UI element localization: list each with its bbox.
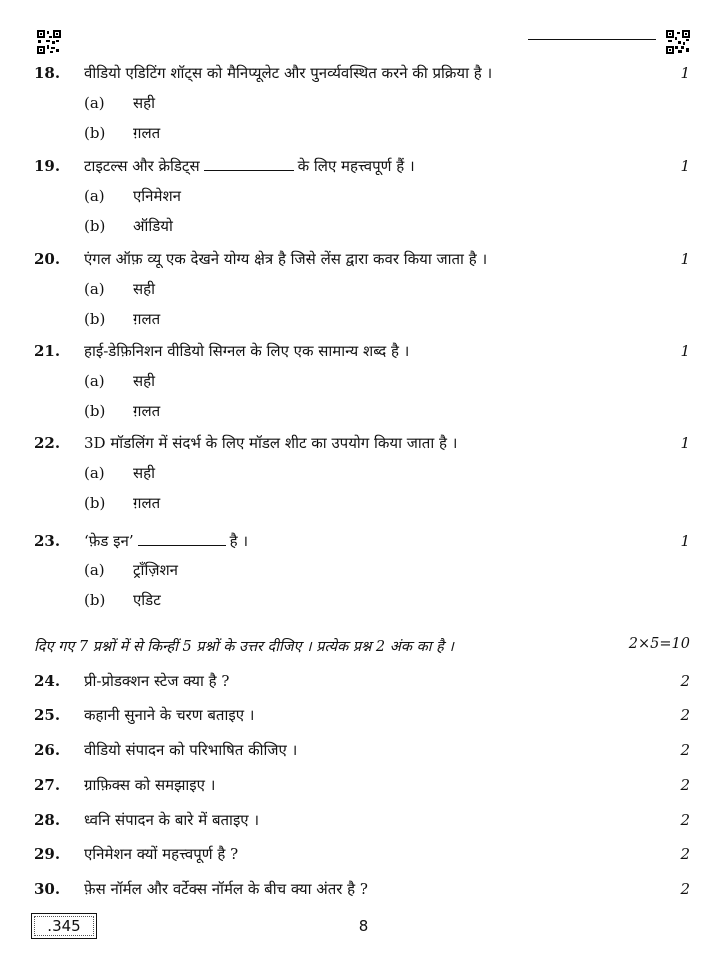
question-marks: 2 bbox=[680, 776, 690, 794]
option-label: (a) bbox=[84, 187, 105, 205]
option-text: ट्राँज़िशन bbox=[133, 561, 178, 579]
question-number: 28. bbox=[34, 811, 61, 829]
question-number: 23. bbox=[34, 532, 61, 550]
section-marks: 2×5=10 bbox=[628, 636, 690, 652]
question-number: 20. bbox=[34, 250, 61, 268]
option-text: ग़लत bbox=[133, 310, 161, 328]
question-number: 27. bbox=[34, 776, 61, 794]
question-number: 30. bbox=[34, 880, 61, 898]
question-text: ग्राफ़िक्स को समझाइए । bbox=[84, 776, 216, 794]
question-text: वीडियो एडिटिंग शॉट्स को मैनिप्यूलेट और पुनर्व्यवस्थित करने की प्रक्रिया है । bbox=[84, 64, 493, 82]
option-label: (a) bbox=[84, 94, 105, 112]
question-text: हाई-डेफ़िनिशन वीडियो सिग्नल के लिए एक सामान्य शब्द है । bbox=[84, 342, 410, 360]
question-text-before: टाइटल्स और क्रेडिट्स bbox=[84, 157, 200, 175]
option-text: सही bbox=[133, 464, 155, 482]
question-marks: 1 bbox=[680, 342, 690, 360]
question-text: 3D मॉडलिंग में संदर्भ के लिए मॉडल शीट का उपयोग किया जाता है । bbox=[84, 434, 458, 452]
question-marks: 1 bbox=[680, 250, 690, 268]
question-number: 29. bbox=[34, 845, 61, 863]
option-text: ग़लत bbox=[133, 494, 161, 512]
question-text: प्री-प्रोडक्शन स्टेज क्या है ? bbox=[84, 672, 230, 690]
question-number: 22. bbox=[34, 434, 61, 452]
section-instruction: दिए गए 7 प्रश्नों में से किन्हीं 5 प्रश्नों के उत्तर दीजिए । प्रत्येक प्रश्न 2 अंक का है । bbox=[34, 639, 454, 655]
question-text: ध्वनि संपादन के बारे में बताइए । bbox=[84, 811, 260, 829]
question-marks: 2 bbox=[680, 880, 690, 898]
question-text: एनिमेशन क्यों महत्त्वपूर्ण है ? bbox=[84, 845, 239, 863]
paper-code: .345 bbox=[47, 917, 81, 935]
question-number: 18. bbox=[34, 64, 61, 82]
option-text: एनिमेशन bbox=[133, 187, 182, 205]
fill-in-blank bbox=[138, 545, 226, 546]
page-number: 8 bbox=[358, 917, 369, 935]
question-text-after: के लिए महत्त्वपूर्ण हैं । bbox=[297, 157, 415, 175]
question-marks: 2 bbox=[680, 706, 690, 724]
roll-number-line bbox=[528, 39, 656, 40]
qr-code-icon bbox=[37, 30, 61, 54]
option-text: सही bbox=[133, 372, 155, 390]
question-text: फ़ेस नॉर्मल और वर्टेक्स नॉर्मल के बीच क्या अंतर है ? bbox=[84, 880, 368, 898]
option-label: (a) bbox=[84, 372, 105, 390]
option-label: (b) bbox=[84, 217, 106, 235]
question-number: 26. bbox=[34, 741, 61, 759]
option-label: (b) bbox=[84, 591, 106, 609]
option-label: (b) bbox=[84, 124, 106, 142]
question-marks: 1 bbox=[680, 532, 690, 550]
question-text-before: ‘फ़ेड इन’ bbox=[84, 532, 134, 550]
option-label: (a) bbox=[84, 561, 105, 579]
question-marks: 2 bbox=[680, 741, 690, 759]
question-marks: 1 bbox=[680, 64, 690, 82]
option-label: (a) bbox=[84, 464, 105, 482]
question-text: एंगल ऑफ़ व्यू एक देखने योग्य क्षेत्र है जिसे लेंस द्वारा कवर किया जाता है । bbox=[84, 250, 488, 268]
question-number: 25. bbox=[34, 706, 61, 724]
option-text: ऑडियो bbox=[133, 217, 173, 235]
question-text bbox=[84, 531, 248, 551]
option-label: (b) bbox=[84, 494, 106, 512]
question-number: 21. bbox=[34, 342, 61, 360]
question-text-after: है । bbox=[229, 532, 249, 550]
option-label: (a) bbox=[84, 280, 105, 298]
question-marks: 2 bbox=[680, 845, 690, 863]
question-marks: 1 bbox=[680, 157, 690, 175]
question-marks: 2 bbox=[680, 811, 690, 829]
question-number: 24. bbox=[34, 672, 61, 690]
option-text: ग़लत bbox=[133, 124, 161, 142]
option-label: (b) bbox=[84, 310, 106, 328]
question-marks: 1 bbox=[680, 434, 690, 452]
option-text: सही bbox=[133, 280, 155, 298]
question-text: वीडियो संपादन को परिभाषित कीजिए । bbox=[84, 741, 298, 759]
option-label: (b) bbox=[84, 402, 106, 420]
option-text: ग़लत bbox=[133, 402, 161, 420]
question-marks: 2 bbox=[680, 672, 690, 690]
qr-code-icon bbox=[666, 30, 690, 54]
fill-in-blank bbox=[204, 170, 294, 171]
question-number: 19. bbox=[34, 157, 61, 175]
question-text bbox=[84, 156, 415, 176]
option-text: एडिट bbox=[133, 591, 161, 609]
option-text: सही bbox=[133, 94, 155, 112]
question-text: कहानी सुनाने के चरण बताइए । bbox=[84, 706, 255, 724]
